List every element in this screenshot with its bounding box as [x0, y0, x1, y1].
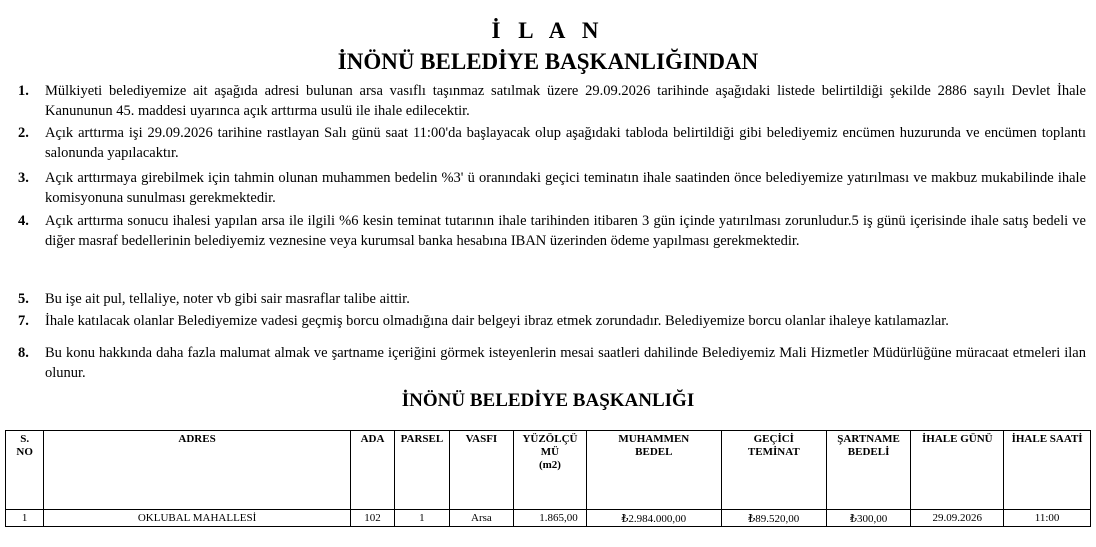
- cell-sno: 1: [6, 510, 44, 527]
- clause-2: [18, 123, 1086, 163]
- clause-4: [18, 211, 1086, 251]
- header-yuzolcum-line2: MÜ: [540, 446, 560, 458]
- cell-ihale-gunu: 29.09.2026: [911, 510, 1004, 527]
- clause-1: [18, 81, 1086, 121]
- cell-ada: 102: [350, 510, 394, 527]
- header-ada: ADA: [350, 431, 394, 510]
- clause-number: 8.: [18, 345, 29, 361]
- cell-sartname: ₺300,00: [826, 510, 911, 527]
- header-sno-line2: NO: [16, 446, 33, 458]
- clause-3: [18, 168, 1086, 208]
- header-sno: [6, 431, 44, 510]
- table-title: İNÖNÜ BELEDİYE BAŞKANLIĞI: [401, 390, 695, 411]
- header-yuzolcum-line1: YÜZÖLÇÜ: [522, 433, 578, 445]
- header-parsel: PARSEL: [395, 431, 449, 510]
- auction-table: [5, 430, 1091, 527]
- header-ihale-gunu: İHALE GÜNÜ: [911, 431, 1004, 510]
- table-header-row: [6, 431, 1091, 510]
- header-gecici: [721, 431, 826, 510]
- clause-text: İhale katılacak olanlar Belediyemize vadesi geçmiş borcu olmadığına dair belgeyi ibraz etmek zorundadır. Belediyemize borcu olanlar ihaleye katılamazlar.: [45, 313, 949, 329]
- header-muhammen: [586, 431, 721, 510]
- announcement-subtitle: İNÖNÜ BELEDİYE BAŞKANLIĞINDAN: [337, 49, 759, 74]
- clause-text: Açık arttırma sonucu ihalesi yapılan arsa ile ilgili %6 kesin teminat tutarının ihale tarihinden itibaren 3 gün içinde yatırılması zorunludur.5 iş günü içerisinde ihale satış bedeli ve diğer masraf bedellerinin belediyemiz veznesine veya kurumsal banka hesabına IBAN üzerinden ödeme yapılması gerekmektedir.: [45, 213, 1086, 249]
- cell-yuzolcum: 1.865,00: [514, 510, 587, 527]
- header-vasfi: VASFI: [449, 431, 514, 510]
- header-adres: ADRES: [44, 431, 351, 510]
- header-muhammen-line1: MUHAMMEN: [618, 433, 690, 445]
- table-row: [6, 510, 1091, 527]
- clause-number: 2.: [18, 125, 29, 141]
- clause-8: [18, 343, 1086, 383]
- cell-muhammen: ₺2.984.000,00: [586, 510, 721, 527]
- clause-number: 4.: [18, 213, 29, 229]
- cell-ihale-saati: 11:00: [1004, 510, 1091, 527]
- announcement-title: İ L A N: [491, 18, 605, 43]
- clause-text: Mülkiyeti belediyemize ait aşağıda adresi bulunan arsa vasıflı taşınmaz satılmak üzere 29.09.2026 tarihinde aşağıdaki listede belirtildiği şekilde 2886 sayılı Devlet İhale Kanununun 45. maddesi uyarınca açık arttırma usulü ile ihale edilecektir.: [45, 83, 1086, 119]
- header-sartname-line2: BEDELİ: [847, 446, 890, 458]
- cell-adres: OKLUBAL MAHALLESİ: [44, 510, 351, 527]
- header-ihale-saati: İHALE SAATİ: [1004, 431, 1091, 510]
- cell-vasfi: Arsa: [449, 510, 514, 527]
- clause-text: Açık arttırmaya girebilmek için tahmin olunan muhammen bedelin %3' ü oranındaki geçici teminatın ihale saatinden önce belediyemize yatırılması ve makbuz mukabilinde ihale komisyonuna sunulması gerekmektedir.: [45, 170, 1086, 206]
- cell-gecici: ₺89.520,00: [721, 510, 826, 527]
- clause-number: 1.: [18, 83, 29, 99]
- header-gecici-line2: TEMİNAT: [747, 446, 800, 458]
- clause-number: 5.: [18, 291, 29, 307]
- clause-7: [18, 311, 1086, 331]
- clause-number: 3.: [18, 170, 29, 186]
- clause-text: Bu işe ait pul, tellaliye, noter vb gibi sair masraflar talibe aittir.: [45, 291, 410, 307]
- header-yuzolcum: [514, 431, 587, 510]
- clause-5: [18, 289, 1086, 309]
- clause-text: Açık arttırma işi 29.09.2026 tarihine rastlayan Salı günü saat 11:00'da başlayacak olup aşağıdaki tabloda belirtildiği gibi belediyemiz encümen huzurunda ve encümen toplantı salonunda yapılacaktır.: [45, 125, 1086, 161]
- clause-text: Bu konu hakkında daha fazla malumat almak ve şartname içeriğini görmek isteyenlerin mesai saatleri dahilinde Belediyemiz Mali Hizmetler Müdürlüğüne müracaat etmeleri ilan olunur.: [45, 345, 1086, 381]
- header-muhammen-line2: BEDEL: [635, 446, 673, 458]
- clause-number: 7.: [18, 313, 29, 329]
- cell-parsel: 1: [395, 510, 449, 527]
- header-sartname: [826, 431, 911, 510]
- header-sartname-line1: ŞARTNAME: [837, 433, 900, 445]
- header-yuzolcum-line3: (m2): [538, 459, 561, 471]
- header-gecici-line1: GEÇİCİ: [753, 433, 794, 445]
- header-sno-line1: S.: [20, 433, 30, 445]
